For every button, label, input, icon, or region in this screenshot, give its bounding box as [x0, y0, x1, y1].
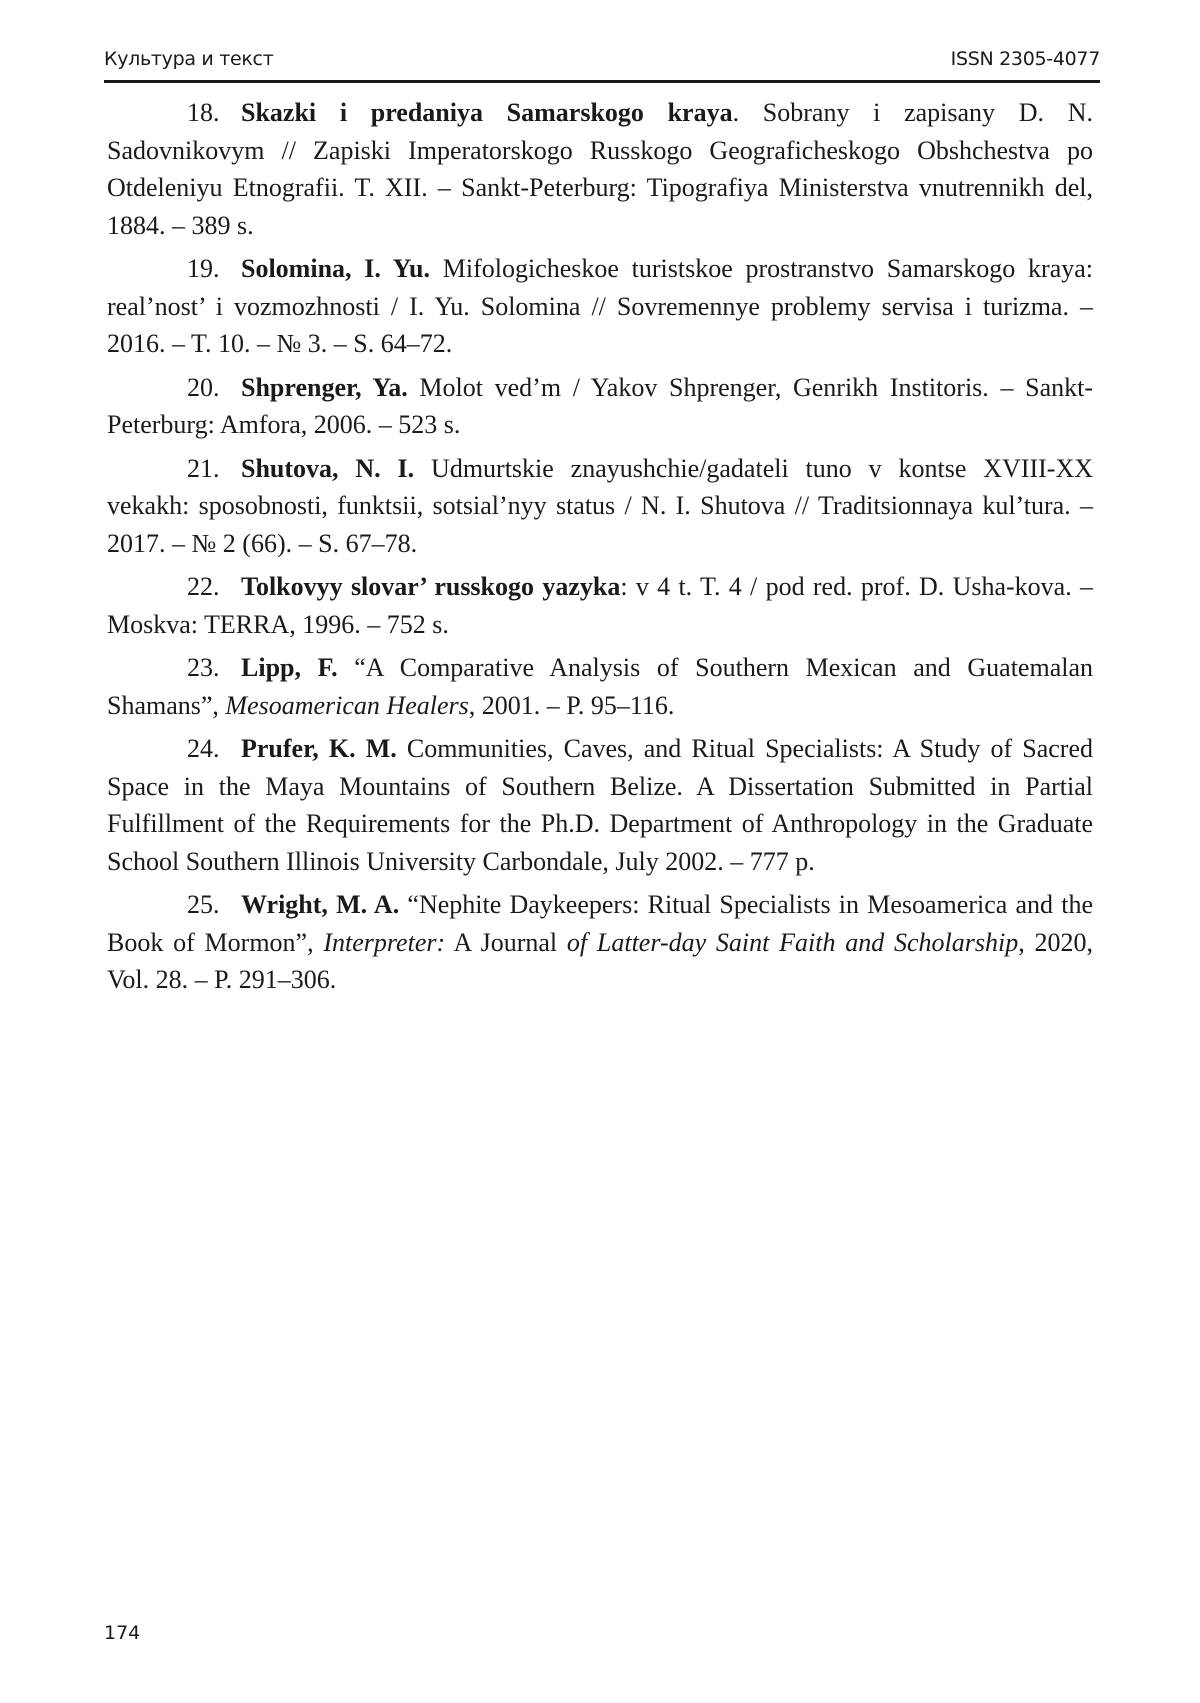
reference-author: Shutova, N. I.	[241, 453, 415, 483]
reference-text: Communities, Caves, and Ritual Specialists: A Study of Sacred Space in the Maya Mountains of Southern Belize. A Dissertation Submitted in Partial Fulfillment of the Requirements for the Ph.D. Department of Anthropology in the Graduate School Southern Illinois University Carbondale, July 2002. – 777 p.	[107, 734, 1093, 876]
reference-item-22	[107, 568, 1093, 643]
reference-number: 22.	[187, 572, 220, 601]
reference-number: 19.	[187, 254, 220, 283]
reference-item-18	[107, 94, 1093, 244]
reference-number: 24.	[187, 734, 220, 763]
reference-item-20	[107, 369, 1093, 444]
reference-number: 18.	[187, 98, 220, 127]
reference-text: Mifologicheskoe turistskoe prostranstvo Samarskogo kraya: real’nost’ i vozmozhnosti / I. Yu. Solomina // Sovremennye problemy servisa i turizma. – 2016. – T. 10. – № 3. – S. 64–72.	[107, 254, 1093, 358]
reference-list	[107, 94, 1093, 1005]
journal-title: Культура и текст	[104, 48, 274, 70]
reference-text: “A Comparative Analysis of Southern Mexican and Guatemalan Shamans”,	[107, 653, 1093, 720]
reference-text: Molot ved’m / Yakov Shprenger, Genrikh Institoris. – Sankt-Peterburg: Amfora, 2006. – 523 s.	[107, 372, 1093, 439]
reference-text-middle: A Journal	[445, 927, 567, 957]
reference-text: “Nephite Daykeepers: Ritual Specialists in Mesoamerica and the Book of Mormon”,	[107, 890, 1093, 957]
reference-text: Udmurtskie znayushchie/gadateli tuno v kontse XVIII-XX vekakh: sposobnosti, funktsii, sotsial’nyy status / N. I. Shutova // Traditsionnaya kul’tura. – 2017. – № 2 (66). – S. 67–78.	[107, 453, 1093, 558]
reference-text-end: , 2020, Vol. 28. – P. 291–306.	[107, 927, 1094, 994]
reference-text-end: , 2001. – P. 95–116.	[468, 690, 675, 720]
reference-source-title: Interpreter:	[323, 927, 446, 957]
reference-author: Prufer, K. M.	[241, 734, 397, 763]
reference-author: Shprenger, Ya.	[241, 372, 408, 402]
reference-number: 23.	[187, 653, 220, 682]
reference-number: 20.	[187, 372, 220, 402]
reference-author: Lipp, F.	[241, 653, 338, 682]
reference-number: 25.	[187, 890, 220, 919]
reference-author: Skazki i predaniya Samarskogo kraya	[241, 98, 733, 127]
reference-author: Tolkovyy slovar’ russkogo yazyka	[241, 572, 621, 601]
reference-text: . Sobrany i zapisany D. N. Sadovnikovym // Zapiski Imperatorskogo Russkogo Geograficheskogo Obshchestva po Otdeleniyu Etnografii. T. XII. – Sankt-Peterburg: Tipografiya Ministerstva vnutrennikh del, 1884. – 389 s.	[107, 98, 1093, 240]
reference-item-23	[107, 649, 1093, 724]
reference-source-subtitle: of Latter-day Saint Faith and Scholarship	[566, 927, 1019, 957]
reference-item-25	[107, 886, 1093, 999]
reference-text: : v 4 t. T. 4 / pod red. prof. D. Usha-kova. – Moskva: TERRA, 1996. – 752 s.	[107, 572, 1094, 639]
reference-source-title: Mesoamerican Healers	[225, 690, 469, 720]
reference-number: 21.	[187, 453, 220, 483]
reference-author: Wright, M. A.	[241, 890, 400, 919]
reference-item-21	[107, 450, 1093, 563]
reference-item-19	[107, 250, 1093, 363]
page-number: 174	[104, 1622, 141, 1644]
reference-author: Solomina, I. Yu.	[241, 254, 430, 283]
reference-item-24	[107, 730, 1093, 880]
running-header	[104, 44, 1100, 83]
issn-number: ISSN 2305-4077	[950, 48, 1100, 70]
